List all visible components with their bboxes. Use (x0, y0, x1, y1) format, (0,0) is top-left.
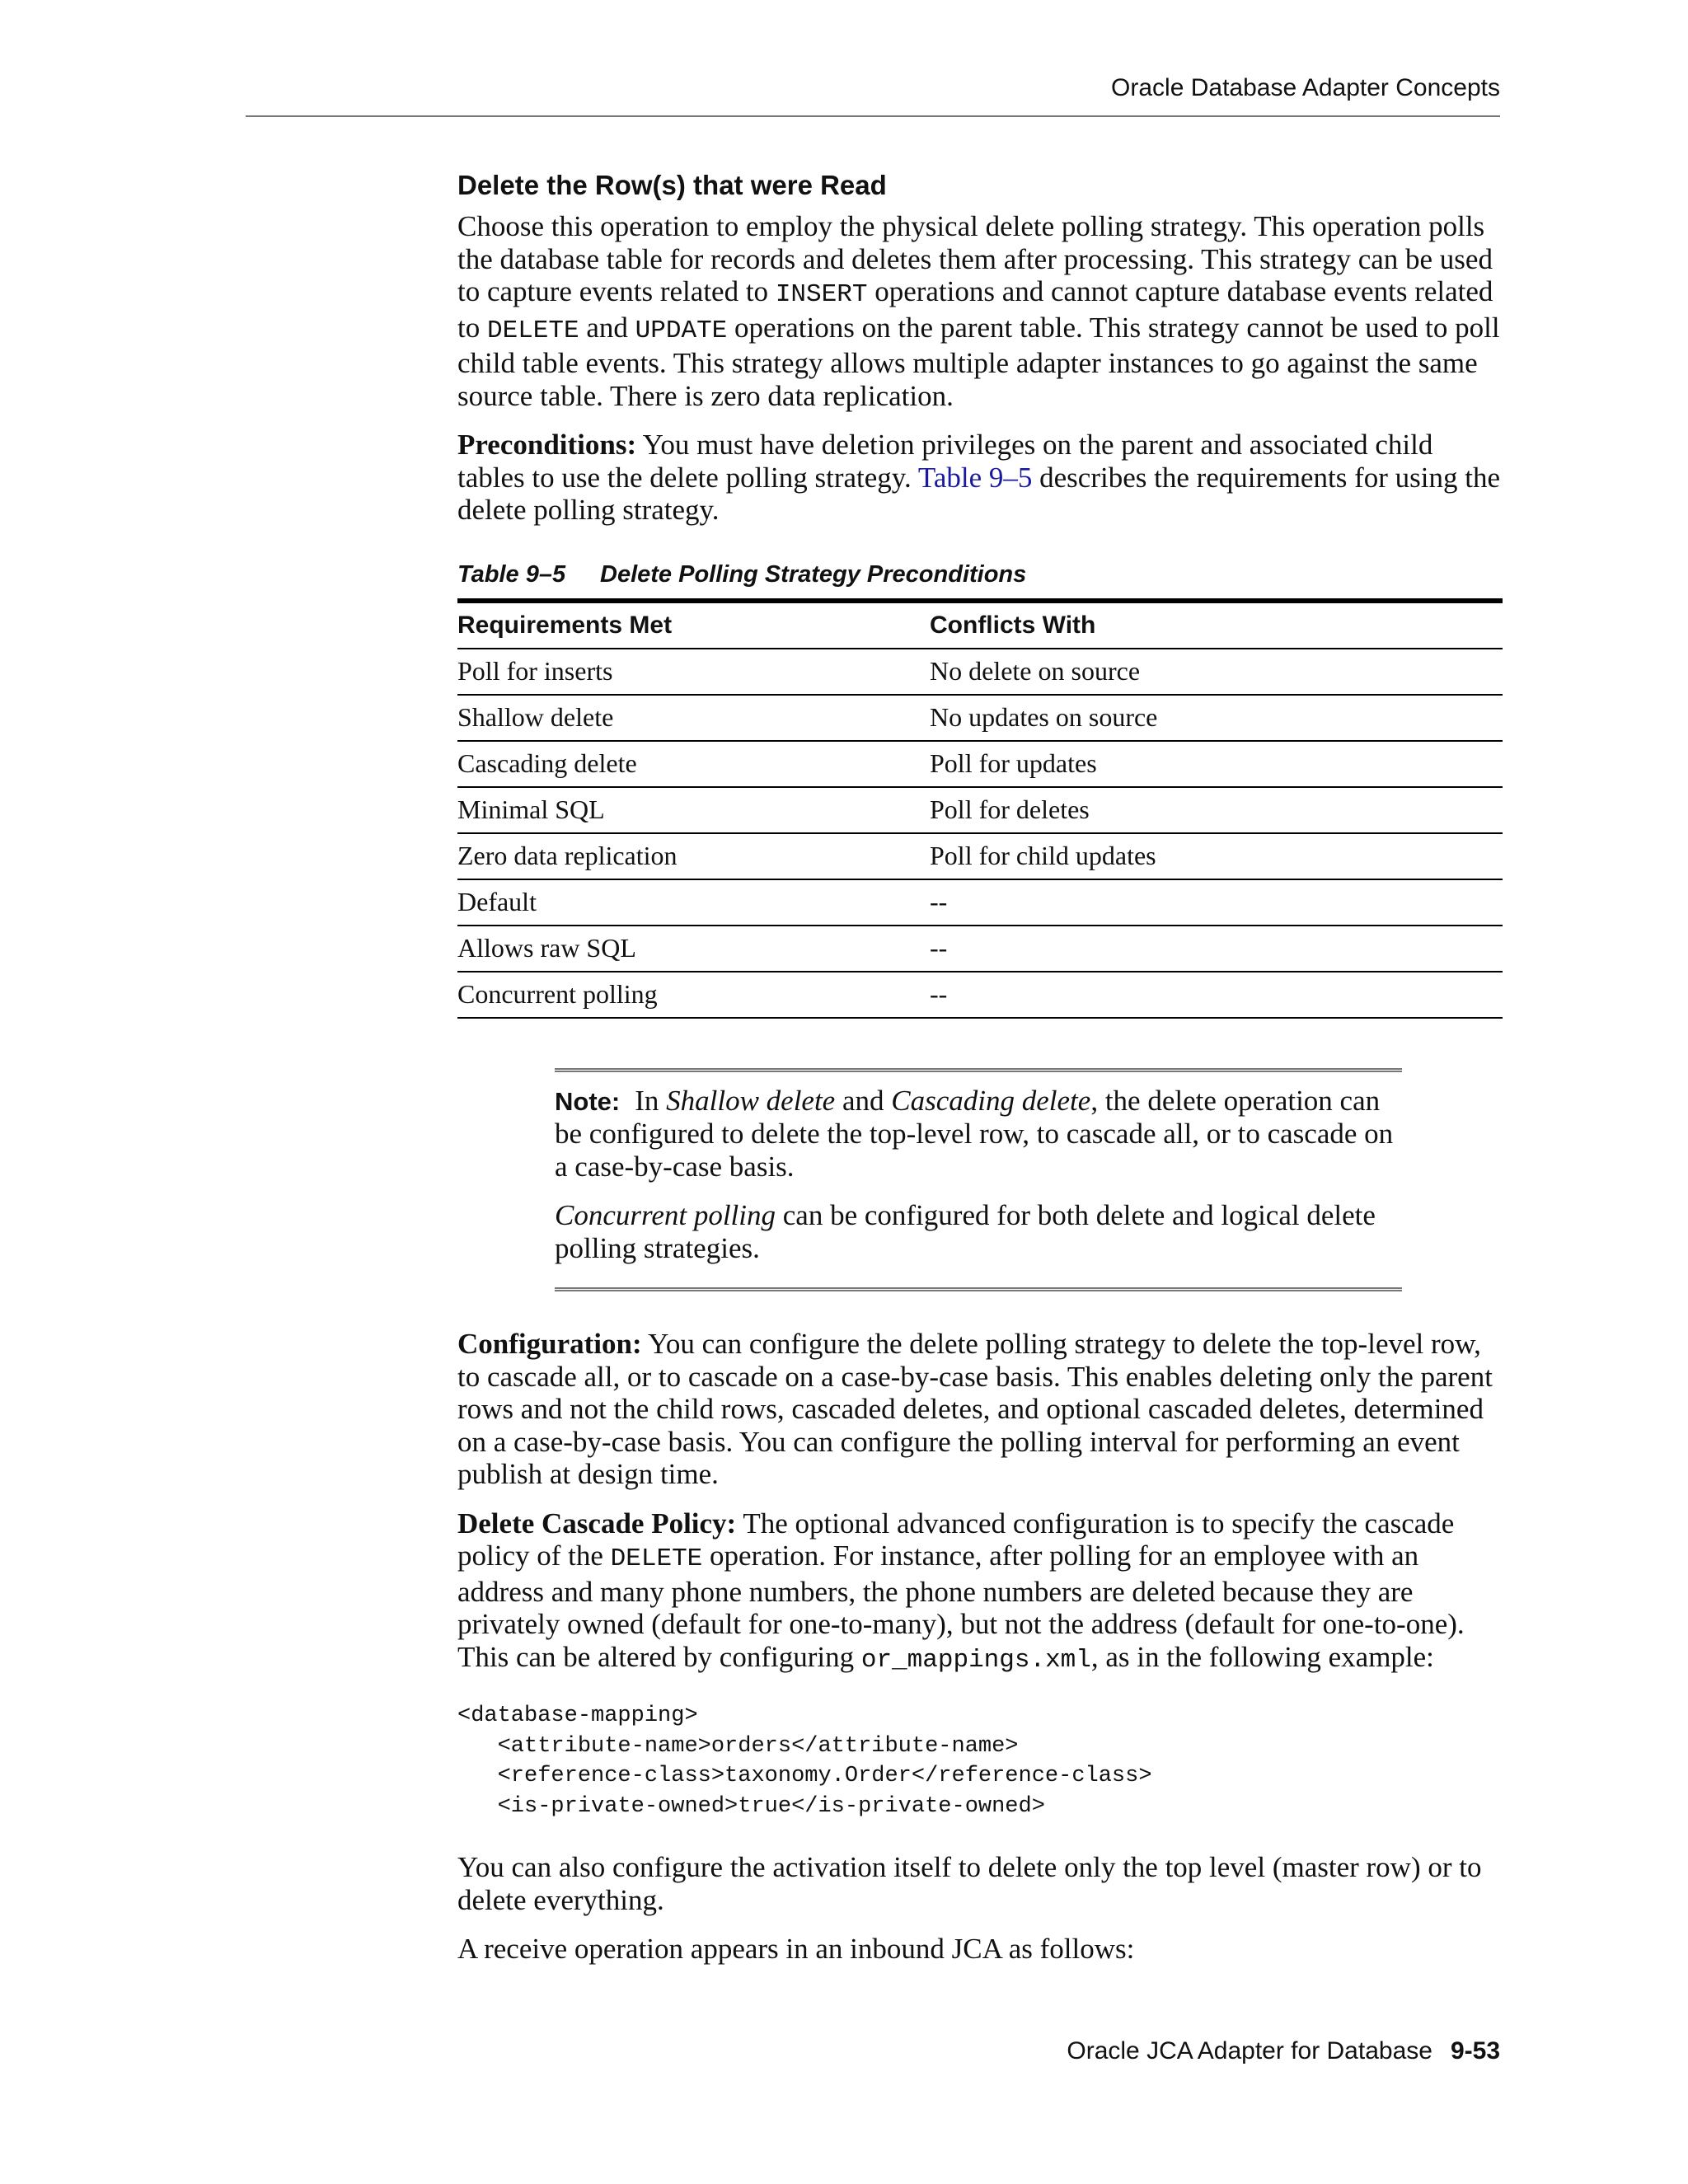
delete-code: DELETE (486, 316, 579, 345)
table-row (457, 649, 1503, 695)
table-cell: Poll for deletes (930, 787, 1503, 833)
table-cell: -- (930, 926, 1503, 972)
table-cell: Default (457, 879, 930, 926)
configuration-label: Configuration: (457, 1328, 642, 1360)
cascade-policy-paragraph: Delete Cascade Policy: The optional advanced configuration is to specify the cascade policy of the DELETE operation. For instance, after polling for an employee with an address and many phone numbers, the phone numbers are deleted because they are privately owned (default for one-to-many), but not the address (default for one-to-one). This can be altered by configuring or_mappings.xml, as in the following example: (457, 1507, 1465, 1675)
code-example: <database-mapping> <attribute-name>orders</attribute-name> <reference-class>taxonomy.Order</reference-class> <is-private-owned>true</is-private-owned> (457, 1704, 1152, 1819)
table-row (457, 833, 1503, 879)
page-body (457, 169, 1503, 1982)
delete-code: DELETE (610, 1544, 703, 1573)
table-caption-title: Delete Polling Strategy Preconditions (600, 560, 1027, 588)
page-number: 9-53 (1450, 2037, 1500, 2064)
update-code: UPDATE (635, 316, 728, 345)
table-row (457, 741, 1503, 787)
note-label: Note: (555, 1086, 621, 1116)
table-cell: Cascading delete (457, 741, 930, 787)
table-cell: -- (930, 972, 1503, 1018)
col-conflicts-with: Conflicts With (930, 601, 1503, 649)
table-cell: No delete on source (930, 649, 1503, 695)
table-cell: Shallow delete (457, 695, 930, 741)
running-header (246, 73, 1500, 117)
preconditions-paragraph: Preconditions: You must have deletion privileges on the parent and associated child tables to use the delete polling strategy. Table 9–5 describes the requirements for using the delete polling strategy. (457, 429, 1500, 526)
note-paragraph-1: Note: In Shallow delete and Cascading delete, the delete operation can be configured to delete the top-level row, to cascade all, or to cascade on a case-by-case basis. (555, 1084, 1394, 1183)
table-cell: -- (930, 879, 1503, 926)
table-cell: No updates on source (930, 695, 1503, 741)
closing-paragraph-1: You can also configure the activation itself to delete only the top level (master row) or to delete everything. (457, 1851, 1482, 1916)
preconditions-label: Preconditions: (457, 429, 637, 461)
section-heading: Delete the Row(s) that were Read (457, 170, 887, 200)
insert-code: INSERT (775, 280, 868, 309)
table-caption-number: Table 9–5 (457, 560, 566, 588)
running-header-title: Oracle Database Adapter Concepts (1111, 74, 1500, 101)
or-mappings-code: or_mappings.xml (860, 1645, 1091, 1675)
table-caption (457, 561, 1503, 588)
table-cell: Concurrent polling (457, 972, 930, 1018)
configuration-paragraph: Configuration: You can configure the delete polling strategy to delete the top-level row, to cascade all, or to cascade on a case-by-case basis. This enables deleting only the parent rows and not the child rows, cascaded deletes, and optional cascaded deletes, determined on a case-by-case basis. You can configure the polling interval for performing an event publish at design time. (457, 1328, 1493, 1490)
table-row (457, 926, 1503, 972)
table-row (457, 879, 1503, 926)
table-row (457, 695, 1503, 741)
intro-paragraph: Choose this operation to employ the physical delete polling strategy. This operation polls the database table for records and deletes them after processing. This strategy can be used to capture events related to INSERT operations and cannot capture database events related to DELETE and UPDATE operations on the parent table. This strategy cannot be used to poll child table events. This strategy allows multiple adapter instances to go against the same source table. There is zero data replication. (457, 210, 1500, 412)
table-cell: Minimal SQL (457, 787, 930, 833)
table-cell: Allows raw SQL (457, 926, 930, 972)
footer-title: Oracle JCA Adapter for Database (1067, 2037, 1432, 2064)
note-box (555, 1068, 1402, 1292)
table-cell: Poll for inserts (457, 649, 930, 695)
table-row (457, 787, 1503, 833)
table-cell: Poll for updates (930, 741, 1503, 787)
running-footer (1067, 2037, 1500, 2065)
note-paragraph-2: Concurrent polling can be configured for both delete and logical delete polling strategies. (555, 1199, 1376, 1264)
table-cell: Poll for child updates (930, 833, 1503, 879)
table-row (457, 972, 1503, 1018)
table-header-row (457, 601, 1503, 649)
table-9-5-link[interactable]: Table 9–5 (917, 461, 1033, 494)
table-cell: Zero data replication (457, 833, 930, 879)
preconditions-table (457, 598, 1503, 1019)
cascade-policy-label: Delete Cascade Policy: (457, 1507, 737, 1540)
closing-paragraph-2: A receive operation appears in an inbound JCA as follows: (457, 1933, 1135, 1965)
col-requirements-met: Requirements Met (457, 601, 930, 649)
